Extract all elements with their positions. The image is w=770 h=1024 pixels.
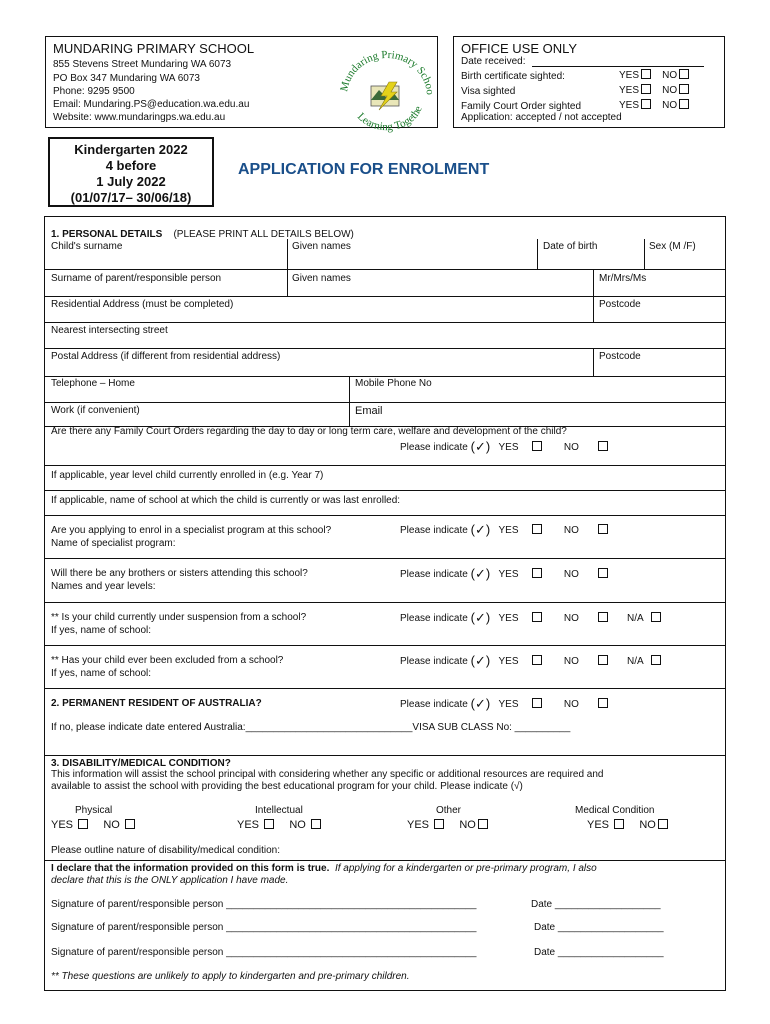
- specialist-question: Are you applying to enrol in a specialist program at this school?: [51, 525, 332, 536]
- yes-checkbox[interactable]: [532, 698, 542, 708]
- yes-checkbox[interactable]: [434, 819, 444, 829]
- form-row-line: [44, 860, 725, 861]
- dob-label: Date of birth: [543, 241, 598, 252]
- yes-checkbox[interactable]: [532, 655, 542, 665]
- row-divider: [537, 239, 538, 269]
- no-checkbox[interactable]: [598, 698, 608, 708]
- no-checkbox[interactable]: [598, 612, 608, 622]
- resident-indicator: Please indicate (✓) YES NO: [400, 696, 608, 712]
- specialist-indicator: Please indicate (✓) YES NO: [400, 522, 608, 538]
- school-email: Email: Mundaring.PS@education.wa.edu.au: [53, 99, 250, 110]
- childs-surname-label: Child's surname: [51, 241, 123, 252]
- form-row-line: [44, 490, 725, 491]
- row-divider: [593, 269, 594, 296]
- given-names-label: Given names: [292, 241, 351, 252]
- school-logo: [335, 48, 435, 138]
- intersecting-street-label: Nearest intersecting street: [51, 325, 168, 336]
- school-website: Website: www.mundaringps.wa.edu.au: [53, 112, 226, 123]
- specialist-name-label: Name of specialist program:: [51, 538, 176, 549]
- section1-heading: 1. PERSONAL DETAILS (PLEASE PRINT ALL DETAILS BELOW): [51, 229, 354, 240]
- other-label: Other: [436, 805, 462, 816]
- declaration-line2: declare that this is the ONLY application I have made.: [51, 875, 289, 886]
- parent-given-names-label: Given names: [292, 273, 351, 284]
- date-received-label: Date received:: [461, 56, 526, 67]
- residential-address-label: Residential Address (must be completed): [51, 299, 234, 310]
- no-checkbox[interactable]: [598, 568, 608, 578]
- date-line-2[interactable]: Date ___________________: [534, 922, 664, 933]
- signature-line-3[interactable]: Signature of parent/responsible person _____________________________________________: [51, 947, 477, 958]
- form-row-line: [44, 322, 725, 323]
- physical-label: Physical: [75, 805, 113, 816]
- telephone-home-label: Telephone – Home: [51, 378, 135, 389]
- disability-outline-label: Please outline nature of disability/medical condition:: [51, 845, 281, 856]
- no-checkbox[interactable]: [598, 655, 608, 665]
- form-row-line: [44, 465, 725, 466]
- postal-address-label: Postal Address (if different from residential address): [51, 351, 281, 362]
- row-divider: [287, 239, 288, 269]
- yes-checkbox[interactable]: [532, 568, 542, 578]
- last-school-label: If applicable, name of school at which the child is currently or was last enrolled:: [51, 495, 401, 506]
- no-checkbox[interactable]: [311, 819, 321, 829]
- kinder-range: (01/07/17– 30/06/18): [70, 190, 192, 205]
- intellectual-options: YES NO: [237, 819, 321, 831]
- application-status: Application: accepted / not accepted: [461, 112, 622, 123]
- excluded-indicator: Please indicate (✓) YES NO N/A: [400, 653, 661, 669]
- declaration-line1: I declare that the information provided on this form is true. If applying for a kindergarten or pre-primary program, I also: [51, 863, 597, 874]
- intellectual-label: Intellectual: [255, 805, 303, 816]
- childs-surname-field[interactable]: [46, 252, 286, 268]
- form-row-line: [44, 296, 725, 297]
- svg-text:Mundaring Primary School: Mundaring Primary Schoo: [338, 48, 435, 96]
- postal-postcode-label: Postcode: [599, 351, 641, 362]
- office-no-checkbox[interactable]: [679, 84, 689, 94]
- school-phone: Phone: 9295 9500: [53, 86, 135, 97]
- form-row-line: [44, 269, 725, 270]
- date-entered-australia: If no, please indicate date entered Australia:______________________________VISA SUB CLASS No: __________: [51, 722, 571, 733]
- form-title: APPLICATION FOR ENROLMENT: [238, 161, 490, 178]
- na-checkbox[interactable]: [651, 655, 661, 665]
- office-yes-no-3: YES NO: [619, 99, 689, 111]
- form-row-line: [44, 688, 725, 689]
- other-options: YES NO: [407, 819, 488, 831]
- family-court-sighted-label: Family Court Order sighted: [461, 101, 582, 112]
- date-line-1[interactable]: Date ___________________: [531, 899, 661, 910]
- no-checkbox[interactable]: [598, 441, 608, 451]
- row-divider: [644, 239, 645, 269]
- work-phone-label: Work (if convenient): [51, 405, 140, 416]
- date-line-3[interactable]: Date ___________________: [534, 947, 664, 958]
- email-label: Email: [355, 405, 383, 417]
- section3-heading: 3. DISABILITY/MEDICAL CONDITION?: [51, 758, 231, 769]
- kindergarten-box: [48, 137, 214, 207]
- excluded-school-label: If yes, name of school:: [51, 668, 152, 679]
- yes-checkbox[interactable]: [532, 524, 542, 534]
- form-row-line: [44, 515, 725, 516]
- family-court-question: Are there any Family Court Orders regarding the day to day or long term care, welfare and development of the child?: [51, 426, 567, 437]
- section3-text2: available to assist the school with providing the best educational program for your child. Please indicate (√): [51, 781, 523, 792]
- form-row-line: [44, 558, 725, 559]
- physical-options: YES NO: [51, 819, 135, 831]
- school-address: 855 Stevens Street Mundaring WA 6073: [53, 59, 232, 70]
- siblings-names-label: Names and year levels:: [51, 581, 156, 592]
- yes-checkbox[interactable]: [532, 441, 542, 451]
- row-divider: [287, 269, 288, 296]
- no-checkbox[interactable]: [658, 819, 668, 829]
- row-divider: [593, 348, 594, 376]
- no-checkbox[interactable]: [478, 819, 488, 829]
- suspension-school-label: If yes, name of school:: [51, 625, 152, 636]
- form-row-line: [44, 376, 725, 377]
- form-row-line: [44, 755, 725, 756]
- office-no-checkbox[interactable]: [679, 99, 689, 109]
- svg-text:Learning Together: Learning Togethe: [354, 104, 425, 134]
- birth-cert-label: Birth certificate sighted:: [461, 71, 565, 82]
- excluded-question: ** Has your child ever been excluded from a school?: [51, 655, 284, 666]
- family-court-indicator: Please indicate (✓) YES NO: [400, 439, 608, 455]
- medical-label: Medical Condition: [575, 805, 655, 816]
- form-row-line: [44, 348, 725, 349]
- office-use-title: OFFICE USE ONLY: [461, 41, 578, 56]
- title-label: Mr/Mrs/Ms: [599, 273, 647, 284]
- suspension-question: ** Is your child currently under suspension from a school?: [51, 612, 307, 623]
- office-yes-no-1: YES NO: [619, 69, 689, 81]
- na-checkbox[interactable]: [651, 612, 661, 622]
- suspension-indicator: Please indicate (✓) YES NO N/A: [400, 610, 661, 626]
- visa-label: Visa sighted: [461, 86, 516, 97]
- school-po-box: PO Box 347 Mundaring WA 6073: [53, 73, 200, 84]
- kinder-age: 4 before: [105, 158, 157, 173]
- section3-text1: This information will assist the school principal with considering whether any specific or additional resources are required and: [51, 769, 604, 780]
- yes-checkbox[interactable]: [264, 819, 274, 829]
- kinder-date: 1 July 2022: [96, 174, 166, 189]
- yes-checkbox[interactable]: [614, 819, 624, 829]
- row-divider: [349, 376, 350, 426]
- office-no-checkbox[interactable]: [679, 69, 689, 79]
- year-level-label: If applicable, year level child currently enrolled in (e.g. Year 7): [51, 470, 324, 481]
- yes-checkbox[interactable]: [78, 819, 88, 829]
- form-row-line: [44, 602, 725, 603]
- form-row-line: [44, 645, 725, 646]
- office-yes-checkbox[interactable]: [641, 99, 651, 109]
- no-checkbox[interactable]: [125, 819, 135, 829]
- no-checkbox[interactable]: [598, 524, 608, 534]
- section2-heading: 2. PERMANENT RESIDENT OF AUSTRALIA?: [51, 698, 262, 709]
- siblings-indicator: Please indicate (✓) YES NO: [400, 566, 608, 582]
- yes-checkbox[interactable]: [532, 612, 542, 622]
- office-yes-checkbox[interactable]: [641, 84, 651, 94]
- form-row-line: [44, 402, 725, 403]
- sex-label: Sex (M /F): [649, 241, 696, 252]
- siblings-question: Will there be any brothers or sisters attending this school?: [51, 568, 308, 579]
- postcode-label: Postcode: [599, 299, 641, 310]
- parent-surname-label: Surname of parent/responsible person: [51, 273, 222, 284]
- office-yes-checkbox[interactable]: [641, 69, 651, 79]
- mobile-label: Mobile Phone No: [355, 378, 432, 389]
- row-divider: [593, 296, 594, 322]
- footnote: ** These questions are unlikely to apply to kindergarten and pre-primary children.: [51, 971, 410, 982]
- signature-line-1[interactable]: Signature of parent/responsible person _____________________________________________: [51, 899, 477, 910]
- kinder-year: Kindergarten 2022: [74, 142, 188, 157]
- office-yes-no-2: YES NO: [619, 84, 689, 96]
- date-received-line: [532, 66, 704, 67]
- signature-line-2[interactable]: Signature of parent/responsible person _____________________________________________: [51, 922, 477, 933]
- school-name: MUNDARING PRIMARY SCHOOL: [53, 41, 255, 56]
- medical-options: YES NO: [587, 819, 668, 831]
